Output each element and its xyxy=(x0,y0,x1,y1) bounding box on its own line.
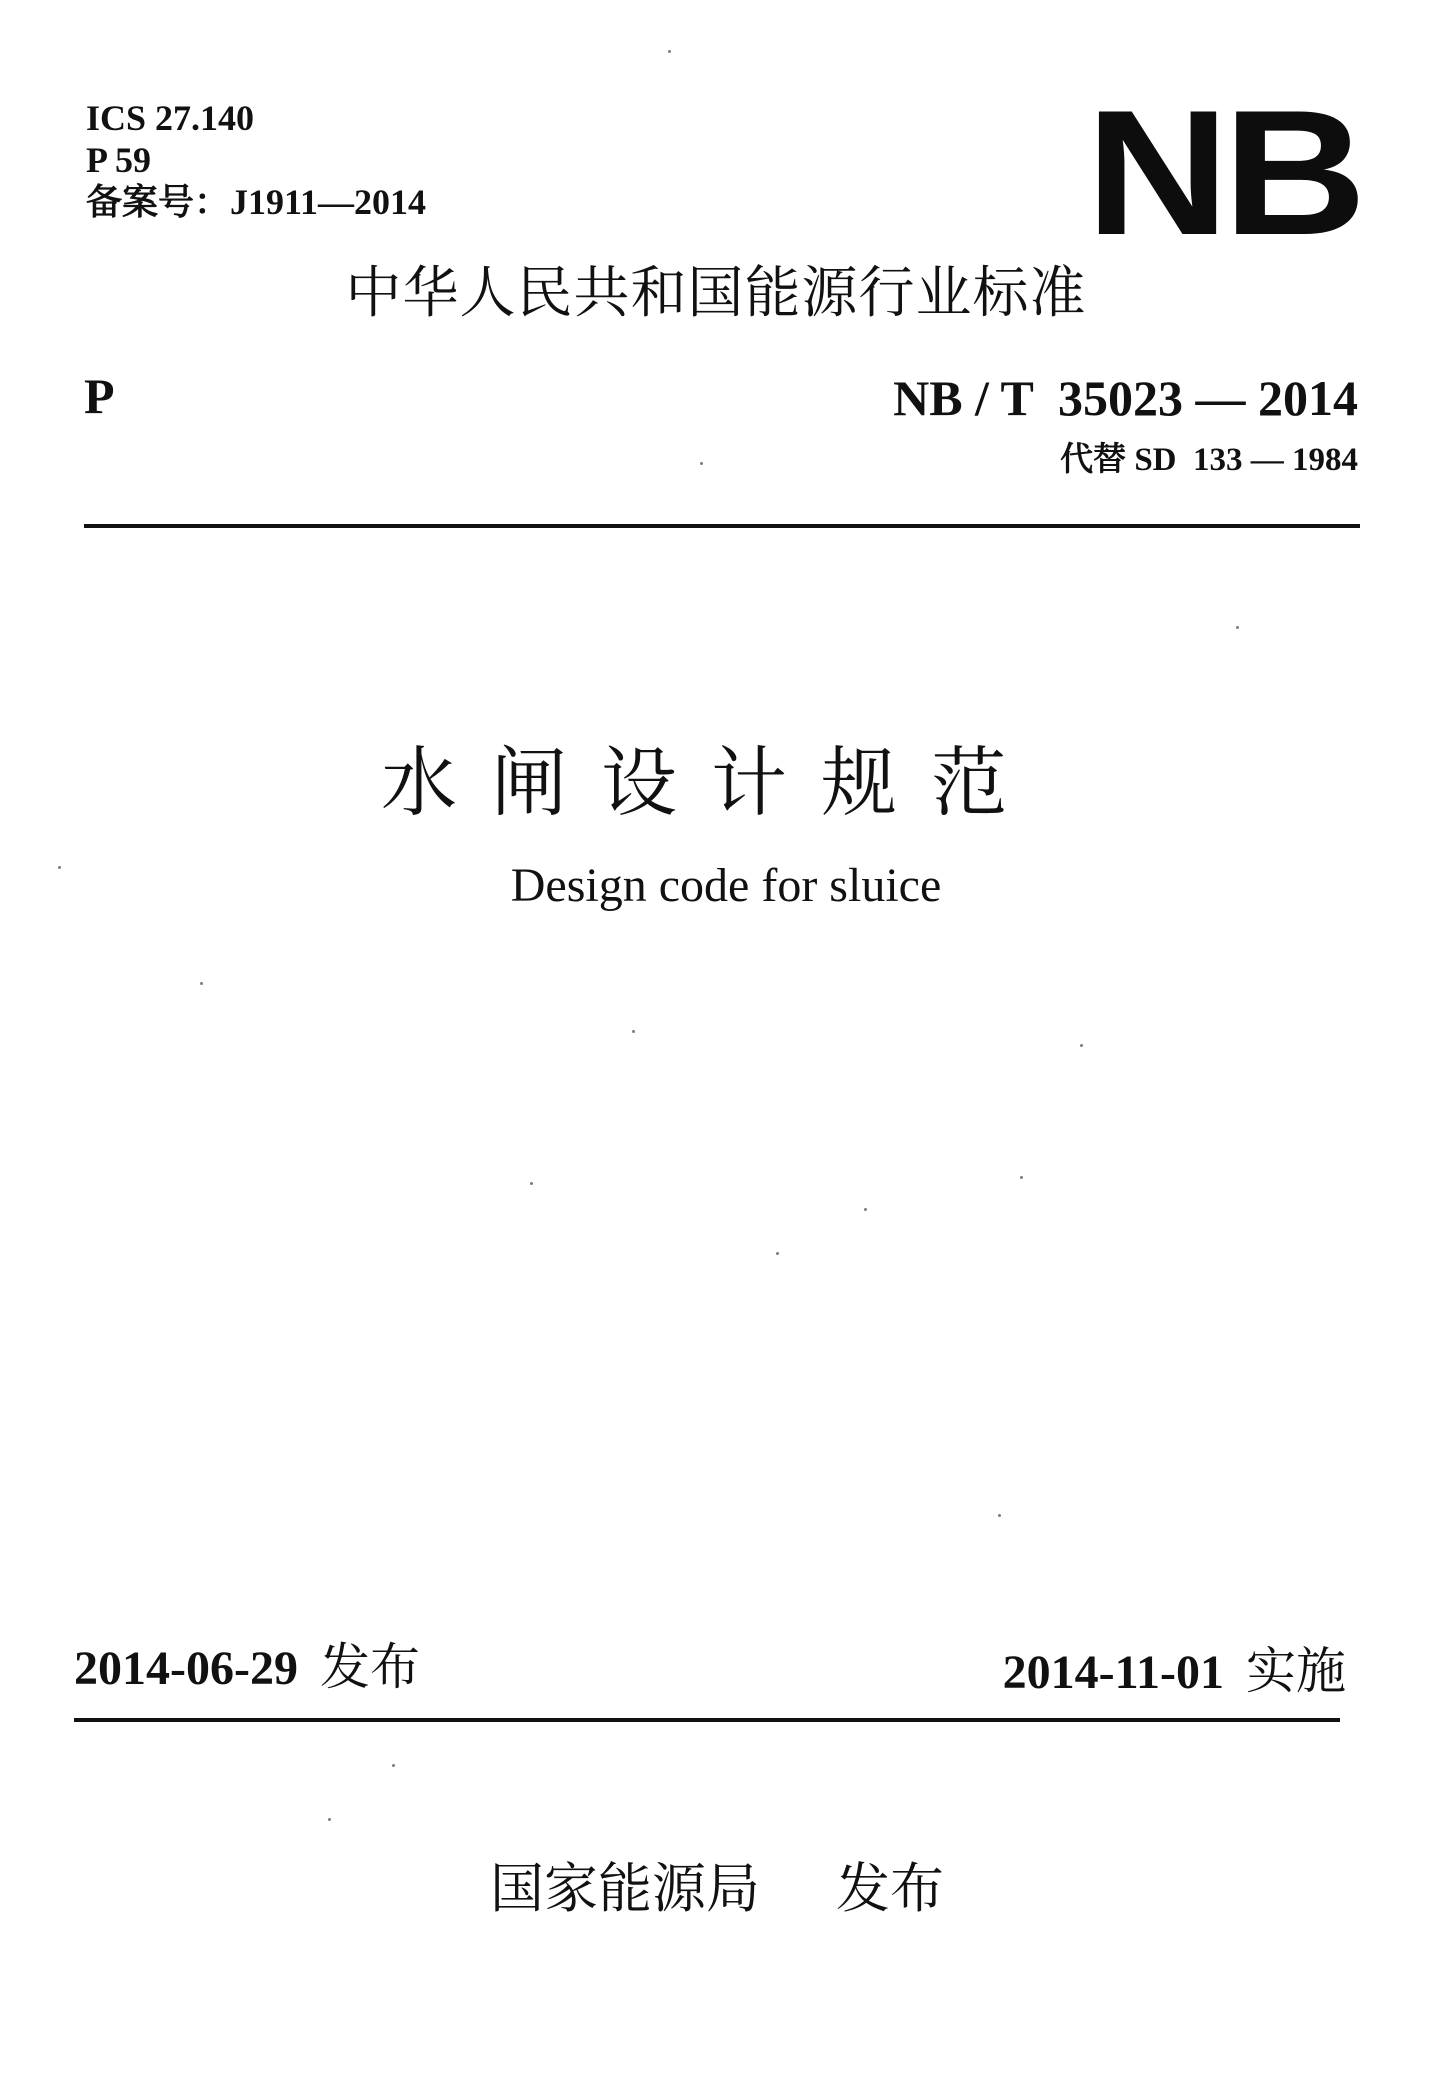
scan-speck xyxy=(700,462,703,465)
effective-label: 实施 xyxy=(1246,1642,1346,1700)
footer-divider xyxy=(74,1718,1340,1722)
issue-label: 发布 xyxy=(319,1638,420,1696)
scan-speck xyxy=(1080,1044,1083,1047)
scan-speck xyxy=(200,982,203,985)
issuer-org: 国家能源局 xyxy=(490,1857,760,1920)
scan-speck xyxy=(1020,1176,1023,1179)
scan-speck xyxy=(776,1252,779,1255)
document-title-en: Design code for sluice xyxy=(510,859,942,912)
scan-speck xyxy=(392,1764,395,1767)
scan-speck xyxy=(632,1030,635,1033)
industry-standard-title: 中华人民共和国能源行业标准 xyxy=(345,261,1087,326)
category-letter: P xyxy=(84,368,115,424)
effective-date-block xyxy=(1003,1642,1346,1702)
issuer-label: 发布 xyxy=(836,1857,944,1920)
issuer-line xyxy=(490,1858,944,1920)
document-title-cn: 水闸设计规范 xyxy=(381,738,1041,827)
scan-speck xyxy=(1236,626,1239,629)
scan-speck xyxy=(58,866,61,869)
scan-speck xyxy=(668,50,671,53)
header-divider xyxy=(84,524,1360,528)
scan-speck xyxy=(998,1514,1001,1517)
class-code: P 59 xyxy=(86,140,152,180)
record-number: 备案号：J1911—2014 xyxy=(86,182,427,222)
effective-date: 2014-11-01 xyxy=(1002,1646,1224,1699)
nb-logo: NB xyxy=(1085,73,1360,272)
standard-number: NB / T 35023 — 2014 xyxy=(893,370,1358,426)
issue-date: 2014-06-29 xyxy=(74,1642,298,1695)
scan-speck xyxy=(530,1182,533,1185)
replaces-standard: 代替 SD 133 — 1984 xyxy=(1060,442,1358,478)
scan-speck xyxy=(328,1818,331,1821)
issue-date-block xyxy=(74,1638,420,1698)
scan-speck xyxy=(864,1208,867,1211)
ics-code: ICS 27.140 xyxy=(86,98,255,138)
